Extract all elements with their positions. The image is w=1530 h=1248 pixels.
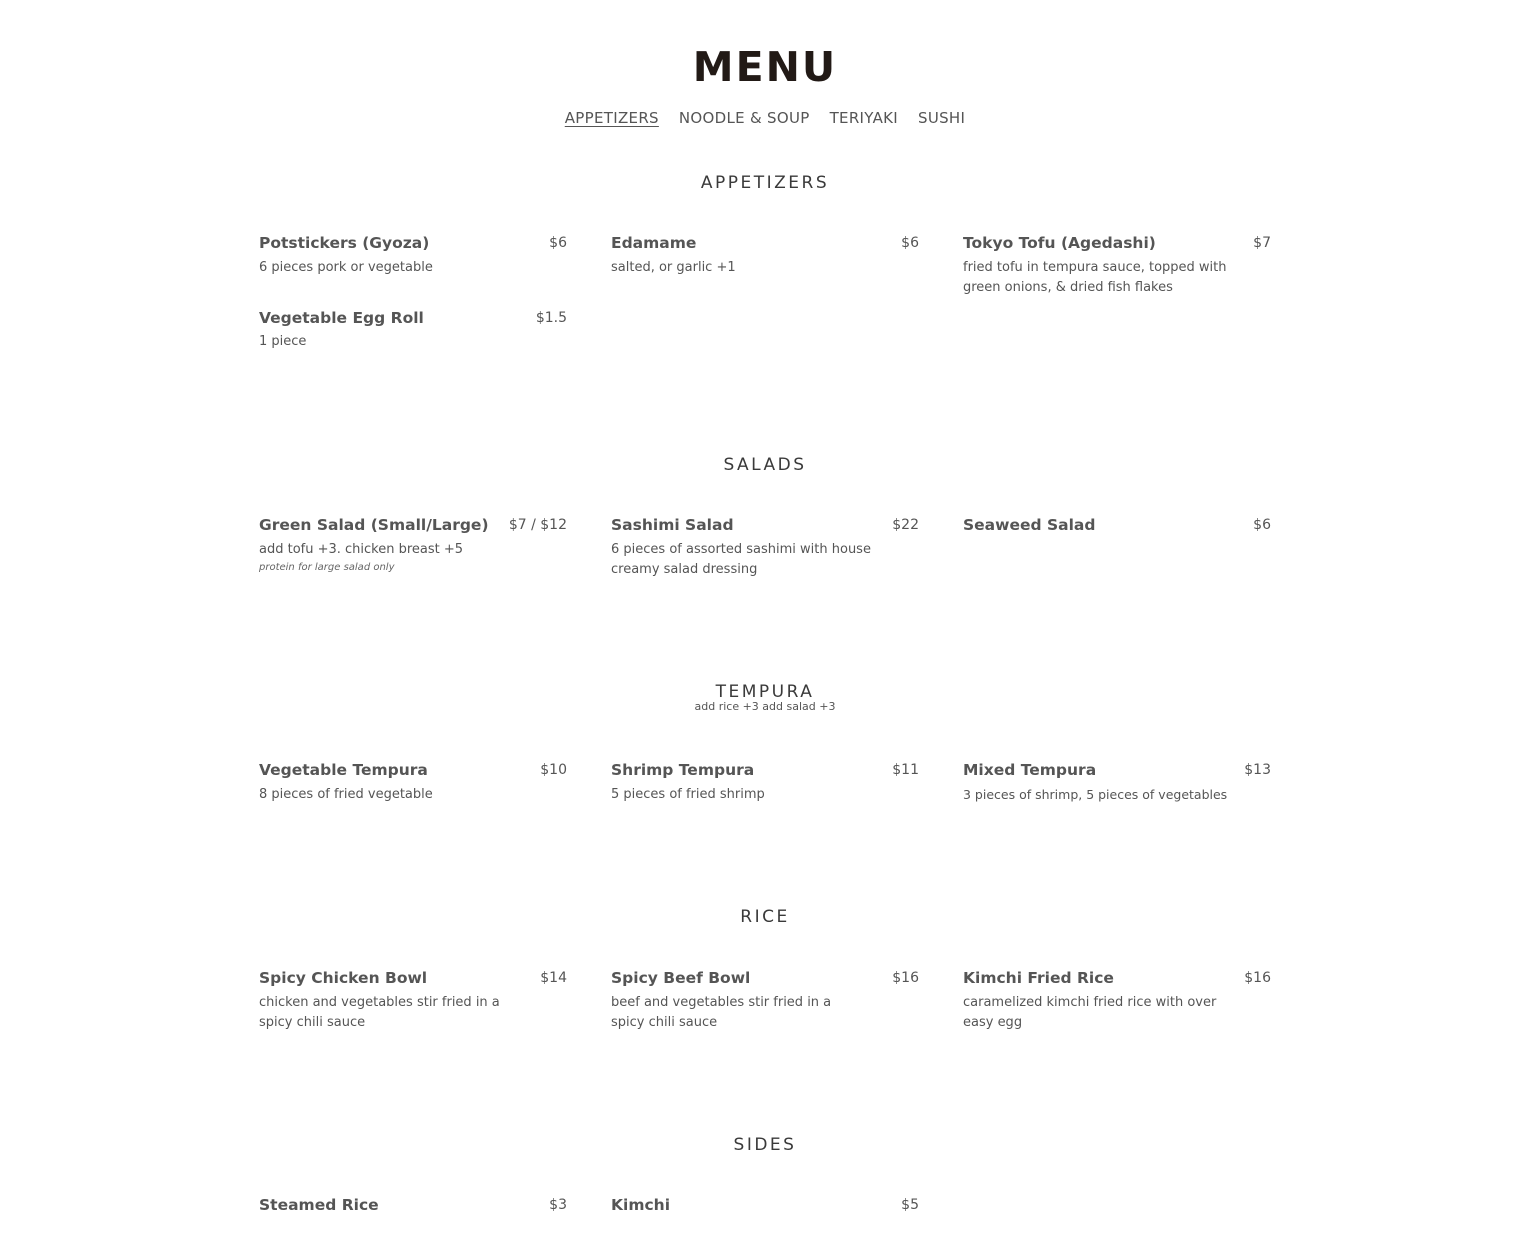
item-description: 8 pieces of fried vegetable [259,787,433,802]
item-description: salted, or garlic +1 [611,260,736,275]
page-title: MENU [692,43,838,91]
item-name: Kimchi Fried Rice [963,969,1114,987]
section-heading-sides: SIDES [733,1135,797,1155]
item-name: Vegetable Egg Roll [259,309,424,327]
item-price: $7 [1253,235,1271,251]
item-name: Steamed Rice [259,1196,379,1214]
nav-noodle-soup[interactable]: NOODLE & SOUP [678,109,810,127]
item-name: Edamame [611,234,697,252]
item-description: 5 pieces of fried shrimp [611,787,765,802]
item-description: 1 piece [259,334,307,349]
item-name: Vegetable Tempura [259,761,428,779]
item-description: fried tofu in tempura sauce, topped with green onions, & dried fish flakes [963,260,1227,295]
item-price: $6 [1253,517,1271,533]
item-description: 3 pieces of shrimp, 5 pieces of vegetables [963,787,1228,802]
section-heading-salads: SALADS [723,455,807,475]
item-name: Tokyo Tofu (Agedashi) [963,234,1156,252]
section-note-tempura: add rice +3 add salad +3 [694,700,836,713]
item-name: Spicy Chicken Bowl [259,969,428,987]
item-price: $22 [892,517,919,533]
item-price: $14 [540,970,567,986]
item-description: beef and vegetables stir fried in a spicy chili sauce [611,995,832,1030]
section-heading-appetizers: APPETIZERS [700,173,830,193]
item-name: Shrimp Tempura [611,761,755,779]
section-heading-tempura: TEMPURA [715,682,815,702]
item-name: Spicy Beef Bowl [611,969,751,987]
item-description: chicken and vegetables stir fried in a spicy chili sauce [259,995,500,1030]
item-note: protein for large salad only [259,562,395,573]
item-price: $1.5 [535,310,567,326]
item-price: $6 [901,235,919,251]
item-name: Sashimi Salad [611,516,734,534]
item-name: Mixed Tempura [963,761,1097,779]
item-price: $7 / $12 [508,517,567,533]
nav-appetizers[interactable]: APPETIZERS [564,109,659,127]
item-price: $10 [540,762,567,778]
item-description: 6 pieces of assorted sashimi with house creamy salad dressing [611,542,871,577]
item-price: $16 [1244,970,1271,986]
item-name: Kimchi [611,1196,671,1214]
item-name: Potstickers (Gyoza) [259,234,430,252]
item-price: $6 [549,235,567,251]
item-description: 6 pieces pork or vegetable [259,260,433,275]
item-description: add tofu +3. chicken breast +5 [259,542,464,557]
item-description: caramelized kimchi fried rice with over easy egg [963,995,1217,1030]
nav-teriyaki[interactable]: TERIYAKI [829,109,898,127]
item-price: $13 [1244,762,1271,778]
item-price: $11 [892,762,919,778]
item-name: Seaweed Salad [963,516,1096,534]
category-nav [0,108,1530,128]
item-price: $16 [892,970,919,986]
item-price: $5 [901,1197,919,1213]
section-heading-rice: RICE [740,907,790,927]
nav-sushi[interactable]: SUSHI [918,109,966,127]
item-price: $3 [549,1197,567,1213]
item-name: Green Salad (Small/Large) [259,516,489,534]
